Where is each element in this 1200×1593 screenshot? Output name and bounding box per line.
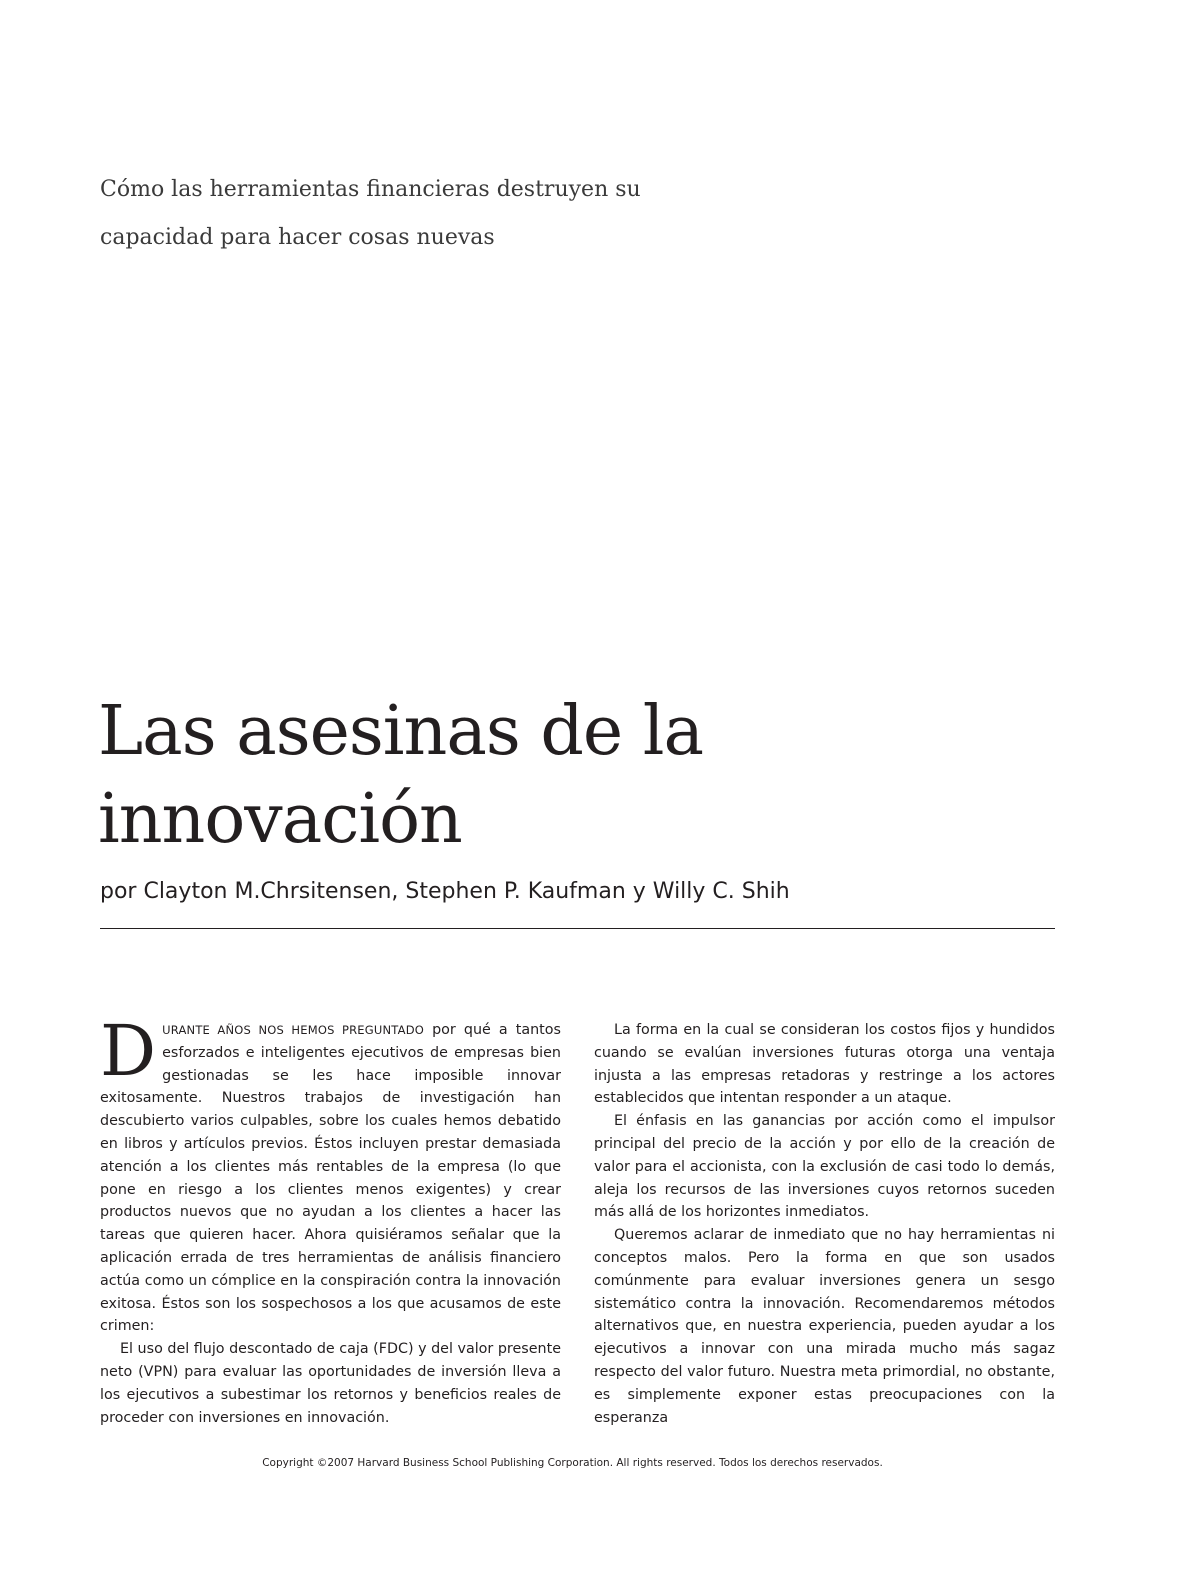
paragraph-text: por qué a tantos esforzados e inteligentes ejecutivos de empresas bien gestionadas se les hace imposible innovar exitosamente. Nuestros trabajos de investigación han descubierto varios culpables, sobre los cuales hemos debatido en libros y artículos previos. Éstos incluyen prestar demasiada atención a los clientes más rentables de la empresa (lo que pone en riesgo a los clientes menos exigentes) y crear productos nuevos que no ayudan a los clientes a hacer las tareas que quieren hacer. Ahora quisiéramos señalar que la aplicación errada de tres herramientas de análisis financiero actúa como un cómplice en la conspiración contra la innovación exitosa. Éstos son los sospechosos a los que acusamos de este crimen: <box>100 1022 561 1335</box>
copyright-footer: Copyright ©2007 Harvard Business School Publishing Corporation. All rights reserved. Todos los derechos reservados. <box>262 1457 883 1469</box>
body-column-right <box>594 1019 1055 1429</box>
body-paragraph: El énfasis en las ganancias por acción como el impulsor principal del precio de la acción y por ello de la creación de valor para el accionista, con la exclusión de casi todo lo demás, aleja los recursos de las inversiones cuyos retornos suceden más allá de los horizontes inmediatos. <box>594 1113 1055 1221</box>
article-title: Las asesinas de la innovación <box>98 692 704 859</box>
drop-cap: D <box>100 1010 157 1092</box>
title-divider <box>100 928 1055 929</box>
body-column-left <box>100 1010 561 1429</box>
body-paragraph: Queremos aclarar de inmediato que no hay herramientas ni conceptos malos. Pero la forma en que son usados comúnmente para evaluar inversiones genera un sesgo sistemático contra la innovación. Recomendaremos métodos alternativos que, en nuestra experiencia, pueden ayudar a los ejecutivos a innovar con una mirada mucho más sagaz respecto del valor futuro. Nuestra meta primordial, no obstante, es simplemente exponer estas preocupaciones con la esperanza <box>594 1227 1055 1426</box>
body-paragraph: El uso del flujo descontado de caja (FDC) y del valor presente neto (VPN) para evaluar las oportunidades de inversión lleva a los ejecutivos a subestimar los retornos y beneficios reales de proceder con inversiones en innovación. <box>100 1341 561 1426</box>
body-paragraph: La forma en la cual se consideran los costos fijos y hundidos cuando se evalúan inversiones futuras otorga una ventaja injusta a las empresas retadoras y restringe a los actores establecidos que intentan responder a un ataque. <box>594 1022 1055 1107</box>
article-subtitle: Cómo las herramientas financieras destruyen su capacidad para hacer cosas nuevas <box>100 177 641 250</box>
lead-small-caps: URANTE AÑOS NOS HEMOS PREGUNTADO <box>162 1023 425 1037</box>
body-paragraph <box>100 1010 561 1338</box>
article-byline: por Clayton M.Chrsitensen, Stephen P. Kaufman y Willy C. Shih <box>100 879 790 904</box>
